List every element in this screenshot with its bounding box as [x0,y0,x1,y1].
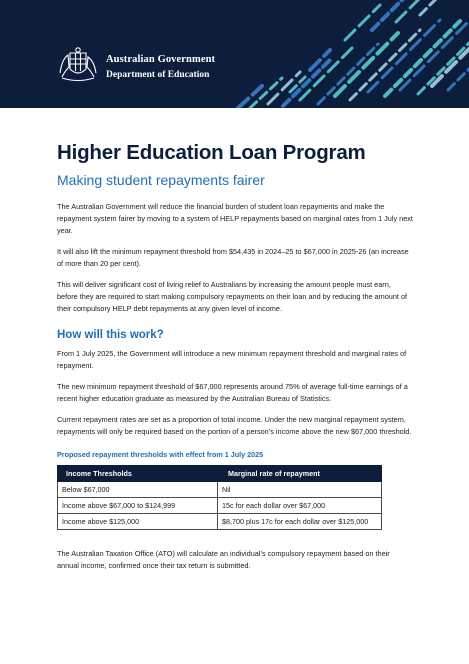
closing-paragraph: The Australian Taxation Office (ATO) will calculate an individual’s compulsory repayment based on their annual income, confirmed once their tax return is submitted. [57,549,390,570]
section-heading: How will this work? [57,329,164,341]
table-header-rate: Marginal rate of repayment [218,466,382,482]
table-cell-rate: $8,700 plus 17c for each dollar over $125,000 [218,514,382,530]
table-row [58,482,382,498]
section-paragraph-1: From 1 July 2025, the Government will introduce a new minimum repayment threshold and marginal rates of repayment. [57,349,407,370]
table-header-income: Income Thresholds [58,466,218,482]
document-body [57,140,413,572]
stripe-segment [420,0,455,15]
stripe-segment [448,69,469,90]
table-cell-income: Income above $125,000 [58,514,218,530]
department-name: Department of Education [106,70,210,80]
government-name: Australian Government [106,54,216,65]
page-subtitle: Making student repayments fairer [57,172,265,188]
table-row [58,514,382,530]
section-paragraph-2: The new minimum repayment threshold of $67,000 represents around 75% of average full-time earnings of a recent higher education graduate as measured by the Australian Bureau of Statistics. [57,382,408,403]
stripe-segment [350,30,420,100]
table-row [58,498,382,514]
table-caption: Proposed repayment thresholds with effect from 1 July 2025 [57,450,264,459]
stripe-segment [238,86,262,108]
page-title: Higher Education Loan Program [57,141,366,164]
section-paragraph-3: Current repayment rates are set as a proportion of total income. Under the new marginal repayment system, repayments will only be required based on the portion of a person’s income above the new $67,000 threshold. [57,415,412,436]
header-banner [0,0,469,108]
stripe-segment [335,33,398,96]
table-cell-rate: Nil [218,482,382,498]
stripe-segment [345,5,380,40]
intro-paragraph-2: It will also lift the minimum repayment threshold from $54,435 in 2024–25 to $67,000 in 2025-26 (an increase of more than 20 per cent). [57,247,409,268]
commonwealth-coat-of-arms-icon [56,47,100,83]
stripe-segment [418,43,469,94]
table-cell-income: Income above $67,000 to $124,999 [58,498,218,514]
stripe-segment [372,0,405,30]
table-header-row [58,466,382,482]
table-cell-income: Below $67,000 [58,482,218,498]
repayment-table [57,465,382,530]
stripe-segment [310,50,330,70]
intro-paragraph-3: This will deliver significant cost of living relief to Australians by increasing the amount people must earn, before they are required to start making compulsory repayments on their loan and by reducing the amount of their compulsory HELP debt repayments at any given level of income. [57,280,408,313]
intro-paragraph-1: The Australian Government will reduce the financial burden of student loan repayments and make the repayment system fairer by moving to a system of HELP repayments based on marginal rates from 1 July next year. [57,202,413,235]
table-cell-rate: 15c for each dollar over $67,000 [218,498,382,514]
